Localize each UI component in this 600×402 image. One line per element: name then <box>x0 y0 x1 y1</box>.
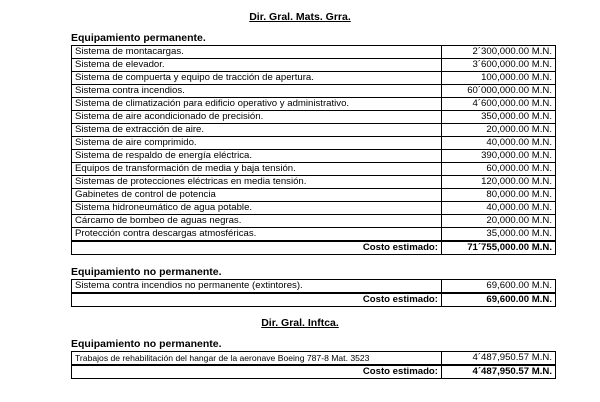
cost-table-informatics <box>71 351 556 379</box>
table-row <box>72 189 556 202</box>
table-row <box>72 124 556 137</box>
row-amount: 120,000.00 M.N. <box>442 176 556 189</box>
row-amount: 390,000.00 M.N. <box>442 150 556 163</box>
row-description: Sistema de aire comprimido. <box>72 137 442 150</box>
total-label: Costo estimado: <box>72 293 442 307</box>
row-amount: 40,000.00 M.N. <box>442 202 556 215</box>
row-amount: 69,600.00 M.N. <box>442 280 556 294</box>
row-amount: 60,000.00 M.N. <box>442 163 556 176</box>
row-description: Sistema de extracción de aire. <box>72 124 442 137</box>
cost-table-permanent <box>71 45 556 255</box>
row-amount: 4´487,950.57 M.N. <box>442 352 556 366</box>
row-description: Trabajos de rehabilitación del hangar de la aeronave Boeing 787-8 Mat. 3523 <box>72 352 442 366</box>
row-amount: 20,000.00 M.N. <box>442 215 556 228</box>
row-amount: 35,000.00 M.N. <box>442 228 556 242</box>
section-title: Dir. Gral. Inftca. <box>261 317 339 329</box>
row-description: Sistema de montacargas. <box>72 46 442 59</box>
row-description: Cárcamo de bombeo de aguas negras. <box>72 215 442 228</box>
total-row <box>72 293 556 307</box>
section-title: Dir. Gral. Mats. Grra. <box>249 11 351 23</box>
table-row <box>72 163 556 176</box>
table-row <box>72 352 556 366</box>
total-amount: 71´755,000.00 M.N. <box>442 241 556 255</box>
row-amount: 60´000,000.00 M.N. <box>442 85 556 98</box>
table-row <box>72 85 556 98</box>
row-description: Sistema hidroneumático de agua potable. <box>72 202 442 215</box>
table-row <box>72 280 556 294</box>
row-amount: 4´600,000.00 M.N. <box>442 98 556 111</box>
table-row <box>72 111 556 124</box>
group-heading: Equipamiento no permanente. <box>71 338 222 350</box>
row-description: Equipos de transformación de media y baja tensión. <box>72 163 442 176</box>
cost-table-non-permanent <box>71 279 556 307</box>
total-amount: 4´487,950.57 M.N. <box>442 365 556 379</box>
total-label: Costo estimado: <box>72 365 442 379</box>
table-row <box>72 150 556 163</box>
table-row <box>72 46 556 59</box>
row-amount: 100,000.00 M.N. <box>442 72 556 85</box>
row-description: Gabinetes de control de potencia <box>72 189 442 202</box>
row-amount: 40,000.00 M.N. <box>442 137 556 150</box>
row-description: Sistema de compuerta y equipo de tracción de apertura. <box>72 72 442 85</box>
group-heading: Equipamiento no permanente. <box>71 266 222 278</box>
row-amount: 2´300,000.00 M.N. <box>442 46 556 59</box>
row-description: Sistema contra incendios no permanente (extintores). <box>72 280 442 294</box>
table-row <box>72 228 556 242</box>
row-amount: 350,000.00 M.N. <box>442 111 556 124</box>
total-amount: 69,600.00 M.N. <box>442 293 556 307</box>
row-description: Sistema de aire acondicionado de precisión. <box>72 111 442 124</box>
row-description: Sistema de elevador. <box>72 59 442 72</box>
row-description: Sistema de climatización para edificio operativo y administrativo. <box>72 98 442 111</box>
table-row <box>72 72 556 85</box>
table-row <box>72 98 556 111</box>
table-row <box>72 176 556 189</box>
group-heading: Equipamiento permanente. <box>71 32 206 44</box>
table-row <box>72 59 556 72</box>
table-row <box>72 215 556 228</box>
total-row <box>72 365 556 379</box>
row-description: Protección contra descargas atmosféricas. <box>72 228 442 242</box>
total-row <box>72 241 556 255</box>
total-label: Costo estimado: <box>72 241 442 255</box>
row-amount: 3´600,000.00 M.N. <box>442 59 556 72</box>
table-row <box>72 137 556 150</box>
row-description: Sistema contra incendios. <box>72 85 442 98</box>
row-amount: 80,000.00 M.N. <box>442 189 556 202</box>
table-row <box>72 202 556 215</box>
row-amount: 20,000.00 M.N. <box>442 124 556 137</box>
row-description: Sistema de respaldo de energía eléctrica. <box>72 150 442 163</box>
row-description: Sistemas de protecciones eléctricas en media tensión. <box>72 176 442 189</box>
